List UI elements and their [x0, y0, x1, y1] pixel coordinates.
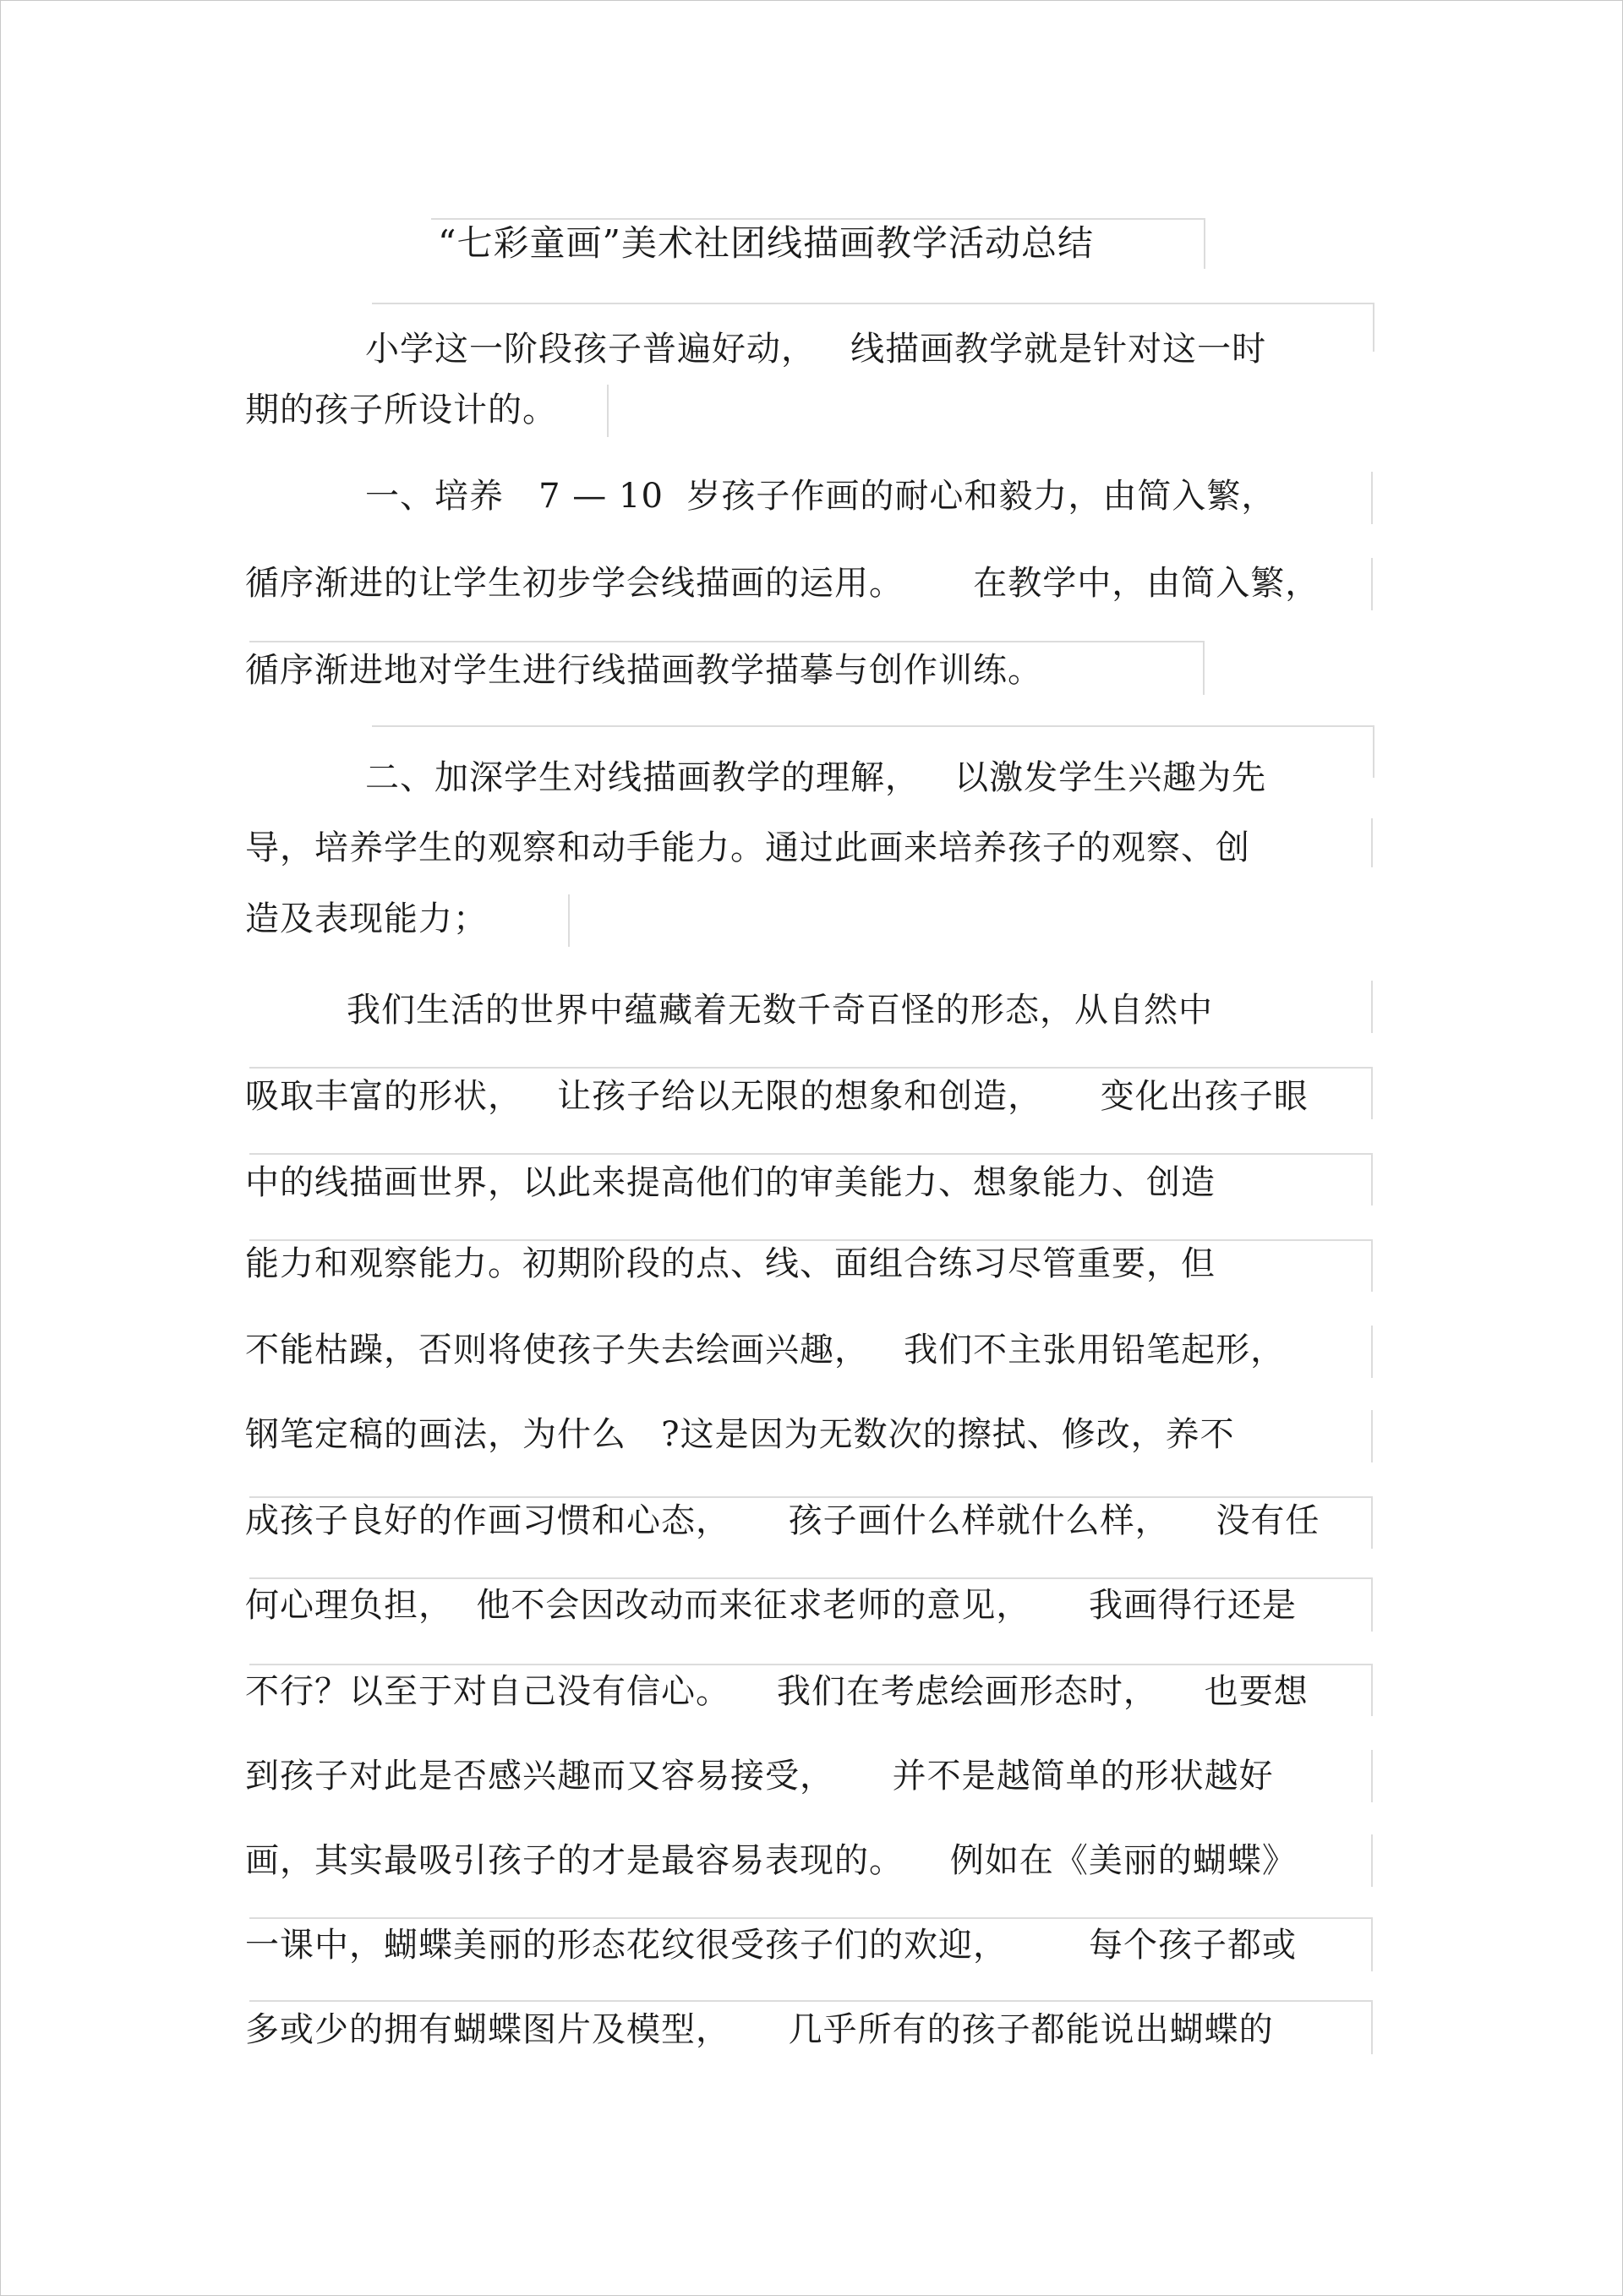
- para4-line-6: 钢笔定稿的画法，为什么 ?这是因为无数次的擦拭、修改，养不: [245, 1415, 1235, 1454]
- para1-line-1: 小学这一阶段孩子普遍好动， 线描画教学就是针对这一时: [365, 330, 1267, 369]
- para4-line-1: 我们生活的世界中蕴藏着无数千奇百怪的形态，从自然中: [347, 991, 1213, 1030]
- para4-rule-1: [1371, 981, 1373, 1033]
- para4-line-10: 到孩子对此是否感兴趣而又容易接受， 并不是越简单的形状越好: [245, 1757, 1274, 1796]
- para4-line-12: 一课中，蝴蝶美丽的形态花纹很受孩子们的欢迎， 每个孩子都或: [245, 1926, 1298, 1965]
- para1-line-2: 期的孩子所设计的。: [245, 391, 557, 429]
- para4-line-2: 吸取丰富的形状， 让孩子给以无限的想象和创造， 变化出孩子眼: [245, 1077, 1309, 1116]
- para4-line-13: 多或少的拥有蝴蝶图片及模型， 几乎所有的孩子都能说出蝴蝶的: [245, 2010, 1274, 2049]
- para3-line-1: 二、加深学生对线描画教学的理解， 以激发学生兴趣为先: [365, 758, 1267, 797]
- para3-rule-1: [1371, 818, 1373, 867]
- row-rule-14: [1371, 1410, 1373, 1462]
- document-title: “七彩童画”美术社团线描画教学活动总结: [438, 222, 1094, 264]
- para2-rule-2: [1371, 558, 1373, 610]
- para2-line-1: 一、培养 7 — 10 岁孩子作画的耐心和毅力，由简入繁，: [365, 477, 1276, 516]
- row-rule-18: [1371, 1750, 1373, 1802]
- para2-line-2: 循序渐进的让学生初步学会线描画的运用。 在教学中，由简入繁，: [245, 564, 1320, 603]
- para2-line-3: 循序渐进地对学生进行线描画教学描摹与创作训练。: [245, 651, 1042, 690]
- para4-line-8: 何心理负担， 他不会因改动而来征求老师的意见， 我画得行还是: [245, 1586, 1298, 1625]
- para4-line-4: 能力和观察能力。初期阶段的点、线、面组合练习尽管重要，但: [245, 1244, 1216, 1283]
- para4-line-5: 不能枯躁，否则将使孩子失去绘画兴趣， 我们不主张用铅笔起形，: [245, 1331, 1286, 1369]
- para3-line-3: 造及表现能力；: [245, 899, 488, 938]
- para4-line-3: 中的线描画世界，以此来提高他们的审美能力、想象能力、创造: [245, 1163, 1216, 1202]
- para3-line-2: 导，培养学生的观察和动手能力。通过此画来培养孩子的观察、创: [245, 828, 1250, 867]
- para3-rule-2: [568, 894, 570, 947]
- row-rule-19: [1371, 1834, 1373, 1887]
- para2-rule-1: [1371, 472, 1373, 524]
- para1-rule: [607, 385, 609, 437]
- row-rule-13: [1371, 1326, 1373, 1378]
- para4-line-7: 成孩子良好的作画习惯和心态， 孩子画什么样就什么样， 没有任: [245, 1501, 1320, 1540]
- para4-line-9: 不行？以至于对自己没有信心。 我们在考虑绘画形态时， 也要想: [245, 1672, 1309, 1711]
- para4-line-11: 画，其实最吸引孩子的才是最容易表现的。 例如在《美丽的蝴蝶》: [245, 1841, 1297, 1880]
